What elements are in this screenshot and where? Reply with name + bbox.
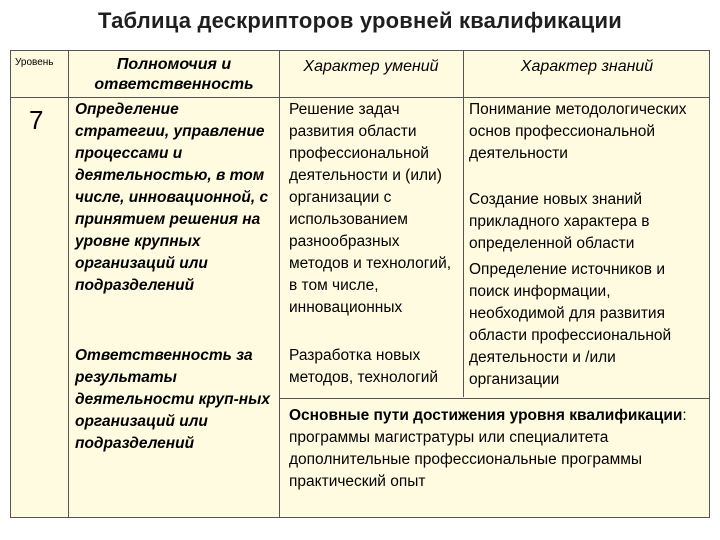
- authority-block-2: Ответственность за результаты деятельности круп-ных организаций или подразделений: [75, 347, 270, 452]
- paths-item: практический опыт: [289, 473, 426, 490]
- descriptor-table: [10, 50, 710, 518]
- paths-heading: Основные пути достижения уровня квалификации: [289, 407, 683, 424]
- paths-heading-suffix: :: [682, 407, 687, 424]
- paths-item: дополнительные профессиональные программы: [289, 451, 643, 468]
- paths-divider: [279, 398, 709, 399]
- skills-block-2: Разработка новых методов, технологий: [289, 347, 439, 386]
- knowledge-block-2: Создание новых знаний прикладного характера в определенной области: [469, 191, 650, 252]
- knowledge-block-1: Понимание методологических основ профессиональной деятельности: [469, 101, 687, 162]
- knowledge-block-3: Определение источников и поиск информации, необходимой для развития области профессиональной деятельности и /или организации: [469, 261, 672, 388]
- level-value: 7: [29, 105, 44, 135]
- header-skills: Характер умений: [303, 58, 439, 75]
- header-knowledge: Характер знаний: [520, 58, 654, 75]
- header-divider: [11, 97, 709, 98]
- page-title: Таблица дескрипторов уровней квалификации: [98, 8, 622, 33]
- header-authority: Полномочия и ответственность: [94, 56, 254, 93]
- paths-item: программы магистратуры или специалитета: [289, 429, 609, 446]
- authority-block-1: Определение стратегии, управление процессами и деятельностью, в том числе, инновационной, с принятием решения на уровне крупных организаций или подразделений: [75, 101, 269, 294]
- column-divider: [463, 51, 464, 397]
- skills-block-1: Решение задач развития области профессиональной деятельности и (или) организации с использованием разнообразных методов и технологий, в том числе, инновационных: [289, 101, 452, 316]
- column-divider: [279, 51, 280, 517]
- paths-block: [289, 405, 709, 493]
- column-divider: [68, 51, 69, 517]
- header-level: Уровень: [15, 57, 54, 68]
